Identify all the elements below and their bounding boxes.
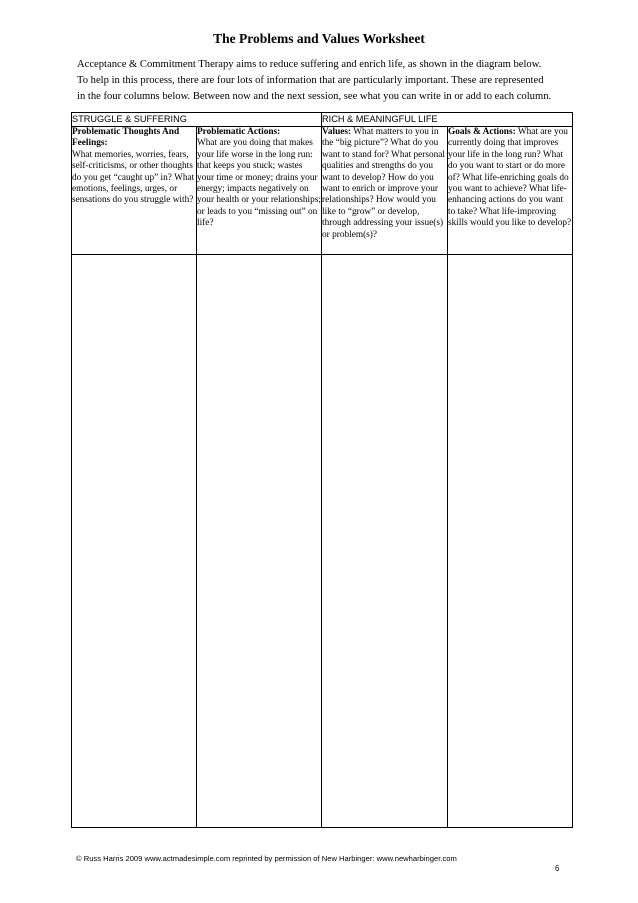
section-header-row [72, 113, 573, 127]
column-title: Values: [322, 127, 352, 137]
column-title: Problematic Thoughts And Feelings: [72, 127, 180, 149]
page-title: The Problems and Values Worksheet [213, 31, 425, 46]
section-struggle-suffering: STRUGGLE & SUFFERING [72, 113, 322, 127]
column-description: What are you currently doing that improves your life in the long run? What do you want to start or do more of? What life-enriching goals do you want to achieve? What life-enhancing actions do you want to take? What life-improving skills would you like to develop? [448, 127, 572, 229]
intro-line: To help in this process, there are four lots of information that are particularly important. These are represented [77, 75, 544, 86]
column-header-problematic-actions [197, 127, 322, 255]
column-title: Problematic Actions: [197, 127, 281, 137]
page-number: 6 [555, 864, 560, 873]
intro-line: in the four columns below. Between now and the next session, see what you can write in or add to each column. [77, 91, 552, 102]
column-description: What are you doing that makes your life worse in the long run: that keeps you stuck; wastes your time or money; drains your energy; impacts negatively on your health or your relationships; or leads to you “missing out” on life? [197, 138, 321, 229]
writing-area-row [72, 255, 573, 828]
writing-area-problematic-thoughts[interactable] [72, 255, 197, 828]
column-description: What memories, worries, fears, self-criticisms, or other thoughts do you get “caught up” in? What emotions, feelings, urges, or sensations do you struggle with? [72, 149, 195, 206]
column-header-problematic-thoughts [72, 127, 197, 255]
column-description: What matters to you in the “big picture”? What do you want to stand for? What personal qualities and strengths do you want to develop? How do you want to enrich or improve your relationships? How would you like to “grow” or develop, through addressing your issue(s) or problem(s)? [322, 127, 445, 240]
writing-area-values[interactable] [322, 255, 448, 828]
section-rich-meaningful-life: RICH & MEANINGFUL LIFE [322, 113, 573, 127]
writing-area-problematic-actions[interactable] [197, 255, 322, 828]
intro-line: Acceptance & Commitment Therapy aims to reduce suffering and enrich life, as shown in the diagram below. [77, 59, 542, 70]
intro-paragraph [77, 57, 597, 105]
column-header-values [322, 127, 448, 255]
column-title: Goals & Actions: [448, 127, 516, 137]
writing-area-goals-actions[interactable] [448, 255, 573, 828]
column-header-goals-actions [448, 127, 573, 255]
footer-credit: © Russ Harris 2009 www.actmadesimple.com reprinted by permission of New Harbinger: www.newharbinger.com [76, 854, 457, 863]
column-header-row [72, 127, 573, 255]
worksheet-table [71, 112, 573, 828]
